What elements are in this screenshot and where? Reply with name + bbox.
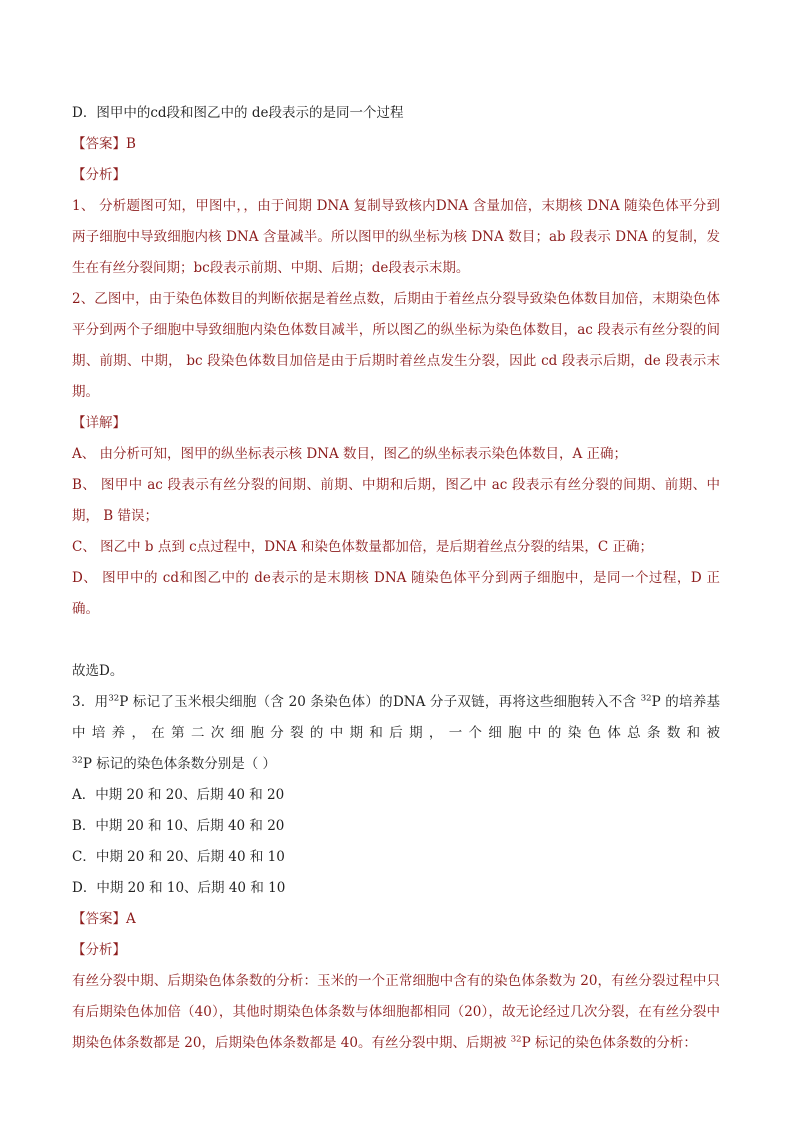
q2-option-d: D．图甲中的cd段和图乙中的 de段表示的是同一个过程 xyxy=(72,105,404,121)
isotope-mass-number: 32 xyxy=(108,693,120,704)
q3-option-a: A．中期 20 和 20、后期 40 和 20 xyxy=(72,787,285,803)
q2-analysis-point-2: 2、乙图中，由于染色体数目的判断依据是着丝点数，后期由于着丝点分裂导致染色体数目加倍，末期染色体平分到两个子细胞中导致细胞内染色体数目减半，所以图乙的纵坐标为染色体数目，ac 段表示有丝分裂的间期、前期、中期， bc 段染色体数目加倍是由于后期时着丝点发生分裂，因此 cd 段表示后期，de 段表示末期。 xyxy=(72,291,720,400)
q3-analysis-text xyxy=(72,966,720,1059)
isotope-mass-number: 32 xyxy=(72,755,83,766)
q3-stem-text-4: P 标记的染色体条数分别是（ ） xyxy=(82,756,276,772)
q3-option-c: C．中期 20 和 20、后期 40 和 10 xyxy=(72,849,285,865)
q2-detail-c: C、 图乙中 b 点到 c点过程中，DNA 和染色体数量都加倍，是后期着丝点分裂的结果，C 正确； xyxy=(72,539,653,555)
blank-line xyxy=(72,625,720,656)
q2-detail-a: A、 由分析可知，图甲的纵坐标表示核 DNA 数目，图乙的纵坐标表示染色体数目，A 正确； xyxy=(72,446,628,462)
q3-stem-text-2: P 标记了玉米根尖细胞（含 20 条染色体）的DNA 分子双链，再将这些细胞转入不含 xyxy=(119,694,641,710)
q2-conclusion: 故选D。 xyxy=(72,663,124,679)
isotope-mass-number: 32 xyxy=(640,693,652,704)
q3-option-d: D．中期 20 和 10、后期 40 和 10 xyxy=(72,880,286,896)
q2-detail-heading: 【详解】 xyxy=(72,415,126,431)
q3-answer: 【答案】A xyxy=(72,911,136,927)
q3-stem-text-3: P 的培养基中培养，在第二次细胞分裂的中期和后期，一个细胞中的染色体总条数和被 xyxy=(72,694,720,741)
q2-detail-d: D、 图甲中的 cd和图乙中的 de表示的是末期核 DNA 随染色体平分到两子细胞中，是同一个过程，D 正确。 xyxy=(72,570,720,617)
q2-analysis-point-1: 1、 分析题图可知，甲图中，，由于间期 DNA 复制导致核内DNA 含量加倍，末期核 DNA 随染色体平分到两子细胞中导致细胞内核 DNA 含量减半。所以图甲的纵坐标为核 DNA 数目；ab 段表示 DNA 的复制，发生在有丝分裂间期；bc段表示前期、中期、后期；de段表示末期。 xyxy=(72,198,720,276)
q3-stem-text-1: 3．用 xyxy=(72,694,109,710)
q2-analysis-heading: 【分析】 xyxy=(72,167,126,183)
q2-detail-b: B、 图甲中 ac 段表示有丝分裂的间期、前期、中期和后期，图乙中 ac 段表示有丝分裂的间期、前期、中期， B 错误； xyxy=(72,477,720,524)
q3-option-b: B．中期 20 和 10、后期 40 和 20 xyxy=(72,818,285,834)
q3-analysis-heading: 【分析】 xyxy=(72,942,126,958)
isotope-mass-number: 32 xyxy=(510,1034,522,1045)
q3-analysis-text-1: 有丝分裂中期、后期染色体条数的分析：玉米的一个正常细胞中含有的染色体条数为 20，有丝分裂过程中只有后期染色体加倍（40），其他时期染色体条数与体细胞都相同（20），故无论经过几次分裂，在有丝分裂中期染色体条数都是 20，后期染色体条数都是 40。有丝分裂中期、后期被 xyxy=(72,973,720,1051)
q3-analysis-text-2: P 标记的染色体条数的分析： xyxy=(521,1035,697,1051)
q2-answer: 【答案】B xyxy=(72,136,136,152)
q3-stem xyxy=(72,687,720,780)
